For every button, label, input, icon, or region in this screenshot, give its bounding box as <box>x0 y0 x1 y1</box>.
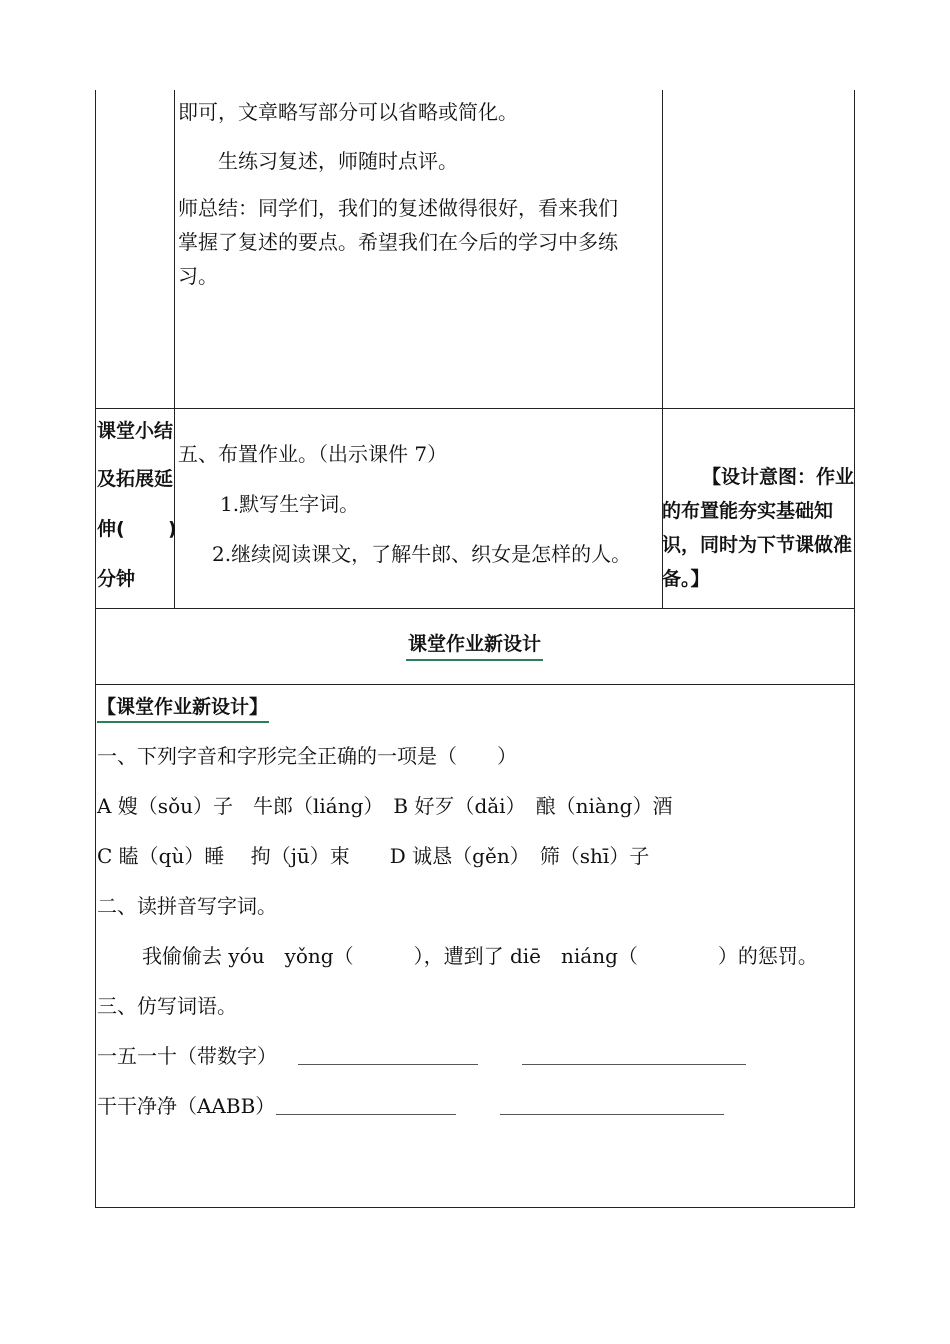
upper-line-3: 师总结：同学们，我们的复述做得很好，看来我们 <box>178 196 618 220</box>
upper-line-5: 习。 <box>178 264 218 288</box>
intent-line-2: 的布置能夯实基础知 <box>662 500 834 522</box>
homework-heading-underline <box>97 721 269 723</box>
row-divider-1 <box>95 408 855 409</box>
upper-line-1: 即可，文章略写部分可以省略或简化。 <box>178 100 518 124</box>
table-right-border <box>854 90 855 1208</box>
question-2: 二、读拼音写字词。 <box>97 894 277 918</box>
question-1: 一、下列字音和字形完全正确的一项是（ ） <box>97 744 517 768</box>
answer-blank-a2[interactable] <box>522 1064 746 1065</box>
homework-heading: 【课堂作业新设计】 <box>97 696 269 718</box>
intent-line-4: 备。】 <box>662 568 710 590</box>
question-1-option-cd: C 瞌（qù）睡 拘（jū）束 D 诚恳（gěn） 筛（shī）子 <box>97 844 650 868</box>
upper-line-2: 生练习复述，师随时点评。 <box>218 149 458 173</box>
question-2-sentence: 我偷偷去 yóu yǒng（ ），遭到了 diē niáng（ ）的惩罚。 <box>142 944 818 968</box>
summary-content-3: 2.继续阅读课文，了解牛郎、织女是怎样的人。 <box>212 542 632 566</box>
answer-blank-a1[interactable] <box>298 1064 478 1065</box>
answer-blank-b2[interactable] <box>500 1114 724 1115</box>
summary-label-2: 及拓展延 <box>97 468 174 490</box>
question-1-option-ab: A 嫂（sǒu）子 牛郎（liáng） B 好歹（dǎi） 酿（niàng）酒 <box>97 794 673 818</box>
intent-line-3: 识，同时为下节课做准 <box>662 534 853 556</box>
summary-label-1: 课堂小结 <box>97 420 174 442</box>
summary-label-3: 伸( <box>97 518 125 540</box>
summary-label-paren: ) <box>168 518 177 540</box>
question-3-item-a: 一五一十（带数字） <box>97 1044 277 1068</box>
question-3-item-b: 干干净净（AABB） <box>97 1094 276 1118</box>
section-title: 课堂作业新设计 <box>408 633 542 655</box>
section-title-underline <box>406 659 543 661</box>
summary-label-5: 分钟 <box>97 568 136 590</box>
summary-content-1: 五、布置作业。（出示课件 7） <box>178 442 448 466</box>
row-divider-2 <box>95 608 855 609</box>
intent-line-1: 【设计意图：作业 <box>702 466 855 488</box>
row-divider-3 <box>95 684 855 685</box>
upper-line-4: 掌握了复述的要点。希望我们在今后的学习中多练 <box>178 230 618 254</box>
question-3: 三、仿写词语。 <box>97 994 237 1018</box>
summary-content-2: 1.默写生字词。 <box>220 492 360 516</box>
table-left-border <box>95 90 96 1208</box>
table-bottom-border <box>95 1207 855 1208</box>
answer-blank-b1[interactable] <box>276 1114 456 1115</box>
